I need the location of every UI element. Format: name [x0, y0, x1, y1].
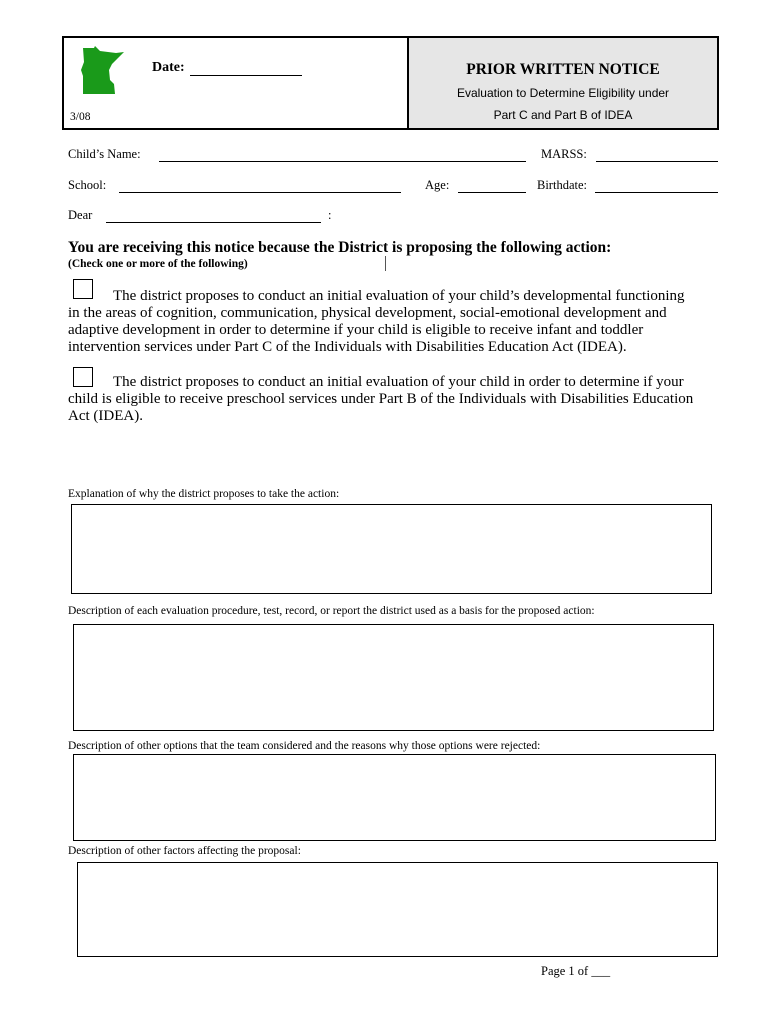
procedures-textbox[interactable] — [73, 624, 714, 731]
birthdate-field[interactable] — [595, 192, 718, 193]
factors-label: Description of other factors affecting the proposal: — [68, 845, 301, 857]
explanation-label: Explanation of why the district proposes to take the action: — [68, 488, 340, 500]
dear-field[interactable] — [106, 222, 321, 223]
form-header — [62, 36, 719, 130]
revision-date: 3/08 — [70, 111, 91, 123]
option1-line4: intervention services under Part C of the Individuals with Disabilities Education Act (IDEA). — [68, 339, 627, 355]
minnesota-map-icon — [80, 46, 124, 94]
option2-line3: Act (IDEA). — [68, 408, 143, 424]
option2-checkbox[interactable] — [73, 367, 93, 387]
option2-line2: child is eligible to receive preschool services under Part B of the Individuals with Disabilities Education — [68, 391, 694, 407]
notice-subheading: (Check one or more of the following) — [68, 258, 248, 270]
form-title: PRIOR WRITTEN NOTICE — [466, 61, 660, 78]
school-field[interactable] — [119, 192, 401, 193]
age-field[interactable] — [458, 192, 526, 193]
option1-line1: The district proposes to conduct an initial evaluation of your child’s developmental functioning — [113, 288, 685, 304]
form-subtitle-line2: Part C and Part B of IDEA — [493, 108, 633, 122]
text-cursor — [385, 256, 386, 271]
option1-line2: in the areas of cognition, communication, physical development, social-emotional development and — [68, 305, 667, 321]
birthdate-label: Birthdate: — [537, 178, 587, 192]
options-textbox[interactable] — [73, 754, 716, 841]
childs-name-field[interactable] — [159, 161, 526, 162]
childs-name-label: Child’s Name: — [68, 147, 141, 161]
factors-textbox[interactable] — [77, 862, 718, 957]
option1-line3: adaptive development in order to determine if your child is eligible to receive infant and toddler — [68, 322, 644, 338]
school-label: School: — [68, 178, 107, 192]
explanation-textbox[interactable] — [71, 504, 712, 594]
date-input-line[interactable] — [190, 75, 302, 76]
dear-label: Dear — [68, 208, 93, 222]
marss-field[interactable] — [596, 161, 718, 162]
header-right-panel — [409, 38, 717, 128]
form-subtitle-line1: Evaluation to Determine Eligibility under — [456, 86, 670, 100]
procedures-label: Description of each evaluation procedure, test, record, or report the district used as a basis for the proposed action: — [68, 605, 595, 617]
date-label: Date: — [152, 60, 185, 75]
marss-label: MARSS: — [541, 147, 587, 161]
dear-colon: : — [328, 208, 332, 222]
option1-checkbox[interactable] — [73, 279, 93, 299]
page-number: Page 1 of ___ — [541, 964, 611, 978]
header-left-panel — [64, 38, 409, 128]
age-label: Age: — [425, 178, 450, 192]
option2-line1: The district proposes to conduct an initial evaluation of your child in order to determine if your — [113, 374, 684, 390]
options-label: Description of other options that the team considered and the reasons why those options were rejected: — [68, 740, 541, 752]
notice-heading: You are receiving this notice because the District is proposing the following action: — [68, 239, 612, 256]
